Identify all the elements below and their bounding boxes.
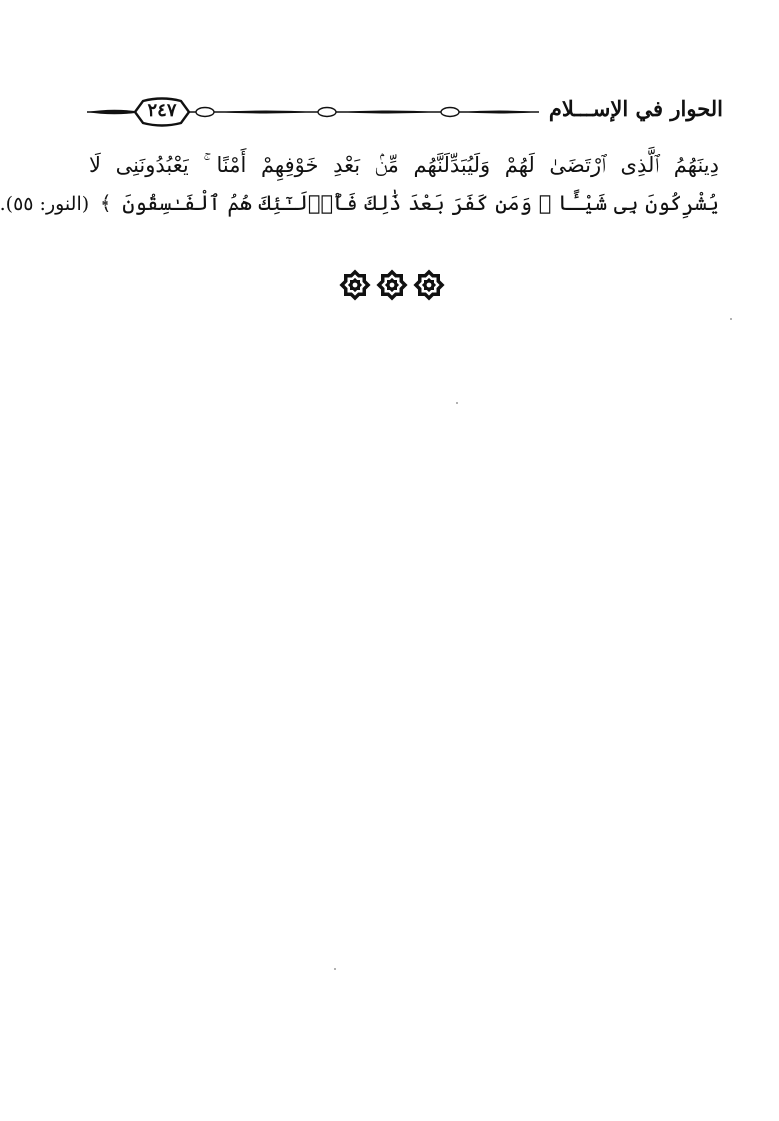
verse-text [0, 146, 719, 223]
verse-line-2-text: يُشْرِكُونَ بِى شَيْـًٔا ۚ وَمَن كَفَرَ بَعْدَ ذَٰلِكَ فَأُو۟لَـٰٓئِكَ هُمُ ٱلْفَـٰسِقُونَ [122, 191, 719, 215]
verse-line-1: دِينَهُمُ ٱلَّذِى ٱرْتَضَىٰ لَهُمْ وَلَيُبَدِّلَنَّهُم مِّنۢ بَعْدِ خَوْفِهِمْ أَمْنًا ۚ يَعْبُدُونَنِى لَا [89, 153, 719, 177]
verse-citation: (النور: ٥٥). [0, 193, 90, 215]
verse-line-2 [0, 184, 719, 223]
page-number: ٢٤٧ [147, 100, 177, 121]
page-header [83, 92, 723, 132]
scan-speck [730, 318, 732, 320]
closing-ornate-bracket: ﴾ [99, 191, 112, 215]
running-title: الحوار في الإســـلام [548, 96, 723, 121]
section-end-ornament [336, 266, 448, 304]
scan-speck [456, 402, 458, 404]
scan-speck [334, 968, 336, 970]
